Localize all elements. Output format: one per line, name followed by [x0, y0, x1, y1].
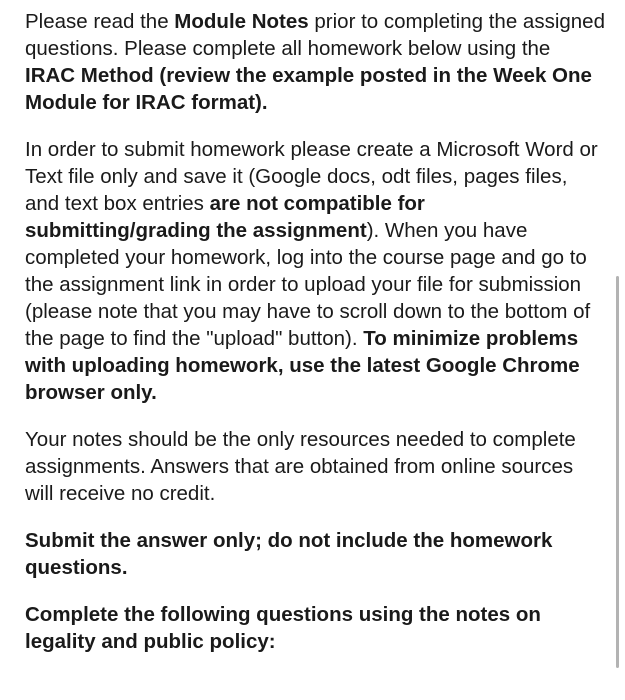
bold-segment: Submit the answer only; do not include the homework questions.	[25, 529, 553, 579]
text-segment: Please read the	[25, 10, 175, 33]
text-segment: ). When you have completed your homework, log into the course page and go to the assignment link in order to upload your file for submission (please note that you may have to scroll down to the bottom of the page to find the "upload" button).	[25, 219, 591, 350]
document-body	[25, 8, 605, 675]
paragraph-module-notes	[25, 8, 605, 116]
text-segment: prior to completing the assigned questions. Please complete all homework below using the	[25, 10, 605, 60]
bold-segment: Complete the following questions using the notes on legality and public policy:	[25, 603, 541, 653]
text-segment: In order to submit homework please create a Microsoft Word or Text file only and save it (Google docs, odt files, pages files, and text box entries	[25, 138, 598, 215]
bold-segment: Module Notes	[174, 10, 309, 33]
bold-segment: are not compatible for submitting/grading the assignment	[25, 192, 425, 242]
paragraph-complete-questions	[25, 601, 605, 655]
paragraph-resources-note	[25, 426, 605, 507]
vertical-scrollbar[interactable]	[616, 276, 619, 668]
bold-segment: IRAC Method (review the example posted in the Week One Module for IRAC format).	[25, 64, 592, 114]
paragraph-submission-instructions	[25, 136, 605, 406]
text-segment: Your notes should be the only resources needed to complete assignments. Answers that are obtained from online sources will receive no credit.	[25, 428, 576, 505]
paragraph-answer-only	[25, 527, 605, 581]
bold-segment: To minimize problems with uploading homework, use the latest Google Chrome browser only.	[25, 327, 580, 404]
